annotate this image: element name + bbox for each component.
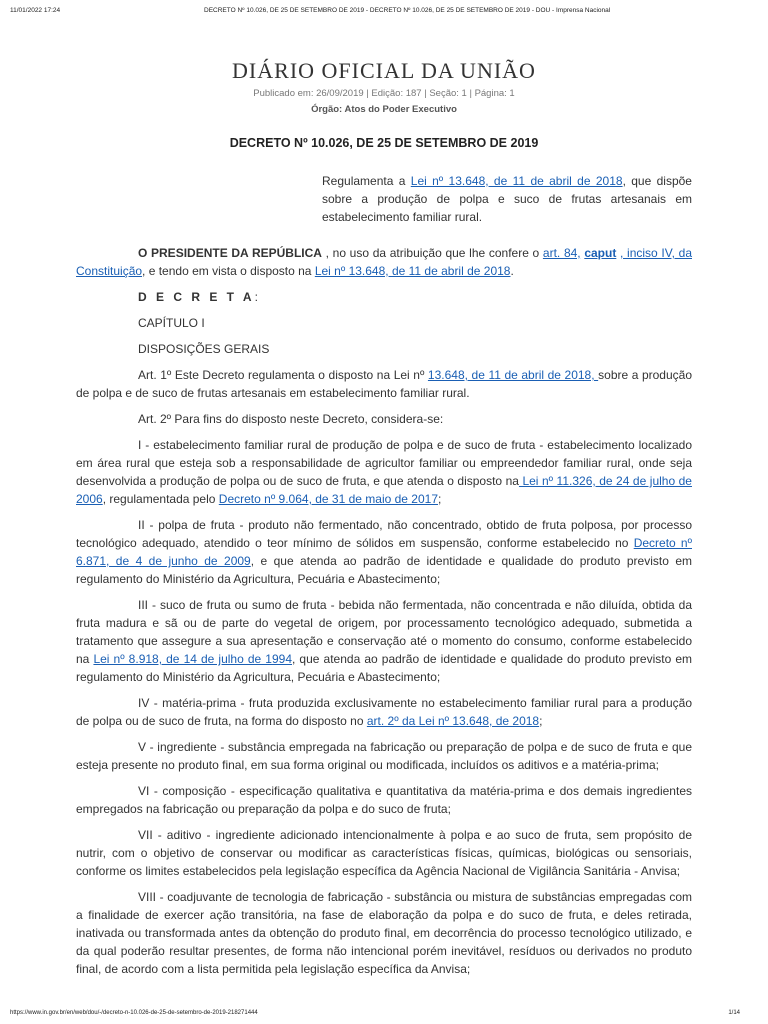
art1-text-2: sobre a produção de polpa e de suco de frutas artesanais em estabelecimento familiar rural. <box>76 368 693 400</box>
lei-11326-link[interactable]: Lei nº 11.326, de 24 de julho de 2006 <box>76 474 692 506</box>
item-v: V - ingrediente - substância empregada na fabricação ou preparação de polpa e de suco de fruta e que esteja presente no produto final, em sua forma original ou modificada, incluídos os aditivos e a matéria-prima; <box>76 740 692 772</box>
art1-law-link[interactable]: 13.648, de 11 de abril de 2018, <box>427 368 599 382</box>
publication-info: Publicado em: 26/09/2019 | Edição: 187 | Seção: 1 | Página: 1 <box>253 88 515 99</box>
decreto-9064-link[interactable]: Decreto nº 9.064, de 31 de maio de 2017 <box>218 492 439 506</box>
preamble-text-3: . <box>510 264 514 278</box>
article-1 <box>76 366 692 402</box>
masthead <box>0 58 768 115</box>
item3-text-2: , que atenda ao padrão de identidade e qualidade do produto previsto em regulamento do Ministério da Agricultura, Pecuária e Abastecimento; <box>76 652 693 684</box>
item-i <box>76 436 692 508</box>
decree-title: DECRETO Nº 10.026, DE 25 DE SETEMBRO DE 2019 <box>229 136 539 150</box>
preamble <box>76 244 692 280</box>
chapter-heading: CAPÍTULO I <box>138 316 205 330</box>
article-2-intro: Art. 2º Para fins do disposto neste Decreto, considera-se: <box>138 412 444 426</box>
constitution-art-link[interactable]: art. 84, <box>542 246 581 260</box>
print-date: 11/01/2022 17:24 <box>10 7 61 14</box>
item-vi: VI - composição - especificação qualitativa e quantitativa da matéria-prima e dos demais ingredientes empregados na fabricação ou preparação da polpa e do suco de fruta; <box>76 784 692 816</box>
ementa-text-1: Regulamenta a <box>322 174 411 188</box>
decreto-6871-link[interactable]: Decreto nº 6.871, de 4 de junho de 2009 <box>76 536 692 568</box>
inciso-link[interactable]: , inciso IV, da Constituição <box>76 246 692 278</box>
item3-text-1: III - suco de fruta ou sumo de fruta - bebida não fermentada, não concentrada e não diluída, obtida da fruta madura e sã ou de parte do vegetal de origem, por processamento tecnológico adequado, submetida a tratamento que assegure a sua apresentação e conservação até o momento do consumo, conforme estabelecido na <box>76 598 692 666</box>
print-title: DECRETO Nº 10.026, DE 25 DE SETEMBRO DE 2019 - DECRETO Nº 10.026, DE 25 DE SETEMBRO DE 2019 - DOU - Imprensa Nacional <box>204 7 611 14</box>
caput-link[interactable]: caput <box>584 246 617 260</box>
decreta-word: D E C R E T A <box>138 290 255 304</box>
decree-body <box>76 244 692 986</box>
decreta-paragraph <box>76 288 692 306</box>
item-ii <box>76 516 692 588</box>
item1-text-2: , regulamentada pelo <box>102 492 219 506</box>
chapter-title: DISPOSIÇÕES GERAIS <box>138 342 270 356</box>
item4-text-1: IV - matéria-prima - fruta produzida exclusivamente no estabelecimento familiar rural para a produção de polpa ou de suco de fruta, na forma do disposto no <box>76 696 692 728</box>
item1-text-3: ; <box>438 492 442 506</box>
orgao-label: Órgão: Atos do Poder Executivo <box>311 104 457 115</box>
item-iv <box>76 694 692 730</box>
art1-text-1: Art. 1º Este Decreto regulamenta o disposto na Lei nº <box>138 368 428 382</box>
decreta-colon: : <box>254 290 258 304</box>
item-viii: VIII - coadjuvante de tecnologia de fabricação - substância ou mistura de substâncias empregadas com a finalidade de exercer ação transitória, na fase de elaboração da polpa e do suco de fruta, e deles retirada, inativada ou transformada antes da obtenção do produto final, em decorrência do processo tecnológico utilizado, e da qual poderão resultar presentes, de forma não intencional porém inevitável, resíduos ou derivados no produto final, de acordo com a lista permitida pela legislação específica da Anvisa; <box>76 890 692 976</box>
item-vii: VII - aditivo - ingrediente adicionado intencionalmente à polpa e ao suco de fruta, sem propósito de nutrir, com o objetivo de conservar ou modificar as características físicas, químicas, biológicas ou sensoriais, conforme os limites estabelecidos pela legislação específica da Agência Nacional de Vigilância Sanitária - Anvisa; <box>76 828 692 878</box>
item2-text-1: II - polpa de fruta - produto não fermentado, não concentrado, obtido de fruta polposa, por processo tecnológico adequado, atendido o teor mínimo de sólidos em suspensão, conforme estabelecido no <box>76 518 692 550</box>
print-url: https://www.in.gov.br/en/web/dou/-/decreto-n-10.026-de-25-de-setembro-de-2019-218271444 <box>10 1010 258 1016</box>
lei-8918-link[interactable]: Lei nº 8.918, de 14 de julho de 1994 <box>93 652 293 666</box>
item-iii <box>76 596 692 686</box>
preamble-law-link[interactable]: Lei nº 13.648, de 11 de abril de 2018 <box>314 264 511 278</box>
ementa-law-link[interactable]: Lei nº 13.648, de 11 de abril de 2018 <box>410 174 623 188</box>
item4-text-2: ; <box>539 714 543 728</box>
print-page-number: 1/14 <box>728 1010 740 1016</box>
newspaper-title: DIÁRIO OFICIAL DA UNIÃO <box>232 58 536 83</box>
preamble-text-1: , no uso da atribuição que lhe confere o <box>321 246 543 260</box>
ementa-text-2: , que dispõe sobre a produção de polpa e suco de frutas artesanais em estabelecimento familiar rural. <box>322 174 692 224</box>
art2-lei-13648-link[interactable]: art. 2º da Lei nº 13.648, de 2018 <box>366 714 540 728</box>
preamble-president: O PRESIDENTE DA REPÚBLICA <box>138 246 322 260</box>
ementa <box>322 172 692 226</box>
item1-text-1: I - estabelecimento familiar rural de produção de polpa e de suco de fruta - estabelecimento localizado em área rural que esteja sob a responsabilidade de agricultor familiar ou empreendedor familiar rural, onde seja desenvolvida a produção de polpa ou de suco de fruta, e que atenda o disposto na <box>76 438 692 488</box>
item2-text-2: , e que atenda ao padrão de identidade e qualidade do produto previsto em regulamento do Ministério da Agricultura, Pecuária e Abastecimento; <box>76 554 692 586</box>
preamble-text-2: , e tendo em vista o disposto na <box>142 264 315 278</box>
